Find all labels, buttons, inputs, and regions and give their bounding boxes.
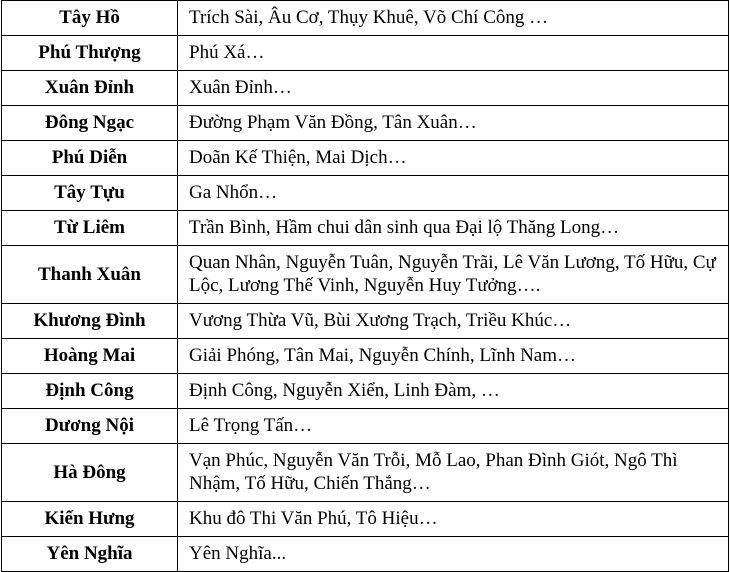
ward-cell: Thanh Xuân (2, 246, 178, 304)
ward-cell: Tây Tựu (2, 176, 178, 211)
table-row (2, 502, 729, 537)
streets-cell: Yên Nghĩa... (178, 537, 729, 572)
table-row (2, 36, 729, 71)
table-row (2, 304, 729, 339)
streets-cell: Quan Nhân, Nguyễn Tuân, Nguyễn Trãi, Lê Văn Lương, Tố Hữu, Cự Lộc, Lương Thế Vinh, Nguyễn Huy Tưởng…. (178, 246, 729, 304)
ward-cell: Phú Diễn (2, 141, 178, 176)
ward-cell: Hoàng Mai (2, 339, 178, 374)
table-row (2, 374, 729, 409)
table-row (2, 537, 729, 572)
ward-cell: Từ Liêm (2, 211, 178, 246)
table-row (2, 211, 729, 246)
streets-cell: Khu đô Thi Văn Phú, Tô Hiệu… (178, 502, 729, 537)
ward-cell: Tây Hồ (2, 1, 178, 36)
streets-cell: Giải Phóng, Tân Mai, Nguyễn Chính, Lĩnh Nam… (178, 339, 729, 374)
streets-cell: Xuân Đỉnh… (178, 71, 729, 106)
streets-cell: Định Công, Nguyễn Xiển, Linh Đàm, … (178, 374, 729, 409)
table-row (2, 106, 729, 141)
ward-cell: Phú Thượng (2, 36, 178, 71)
table-row (2, 176, 729, 211)
streets-cell: Vạn Phúc, Nguyễn Văn Trỗi, Mỗ Lao, Phan Đình Giót, Ngô Thì Nhậm, Tố Hữu, Chiến Thắng… (178, 444, 729, 502)
ward-cell: Dương Nội (2, 409, 178, 444)
streets-cell: Vương Thừa Vũ, Bùi Xương Trạch, Triều Khúc… (178, 304, 729, 339)
table-row (2, 409, 729, 444)
ward-cell: Hà Đông (2, 444, 178, 502)
ward-cell: Yên Nghĩa (2, 537, 178, 572)
table-row (2, 141, 729, 176)
table-row (2, 246, 729, 304)
table-row (2, 71, 729, 106)
table-row (2, 339, 729, 374)
streets-cell: Lê Trọng Tấn… (178, 409, 729, 444)
streets-cell: Phú Xá… (178, 36, 729, 71)
streets-cell: Doãn Kế Thiện, Mai Dịch… (178, 141, 729, 176)
table-row (2, 1, 729, 36)
ward-cell: Khương Đình (2, 304, 178, 339)
streets-cell: Đường Phạm Văn Đồng, Tân Xuân… (178, 106, 729, 141)
streets-cell: Trích Sài, Âu Cơ, Thụy Khuê, Võ Chí Công … (178, 1, 729, 36)
streets-cell: Ga Nhổn… (178, 176, 729, 211)
ward-cell: Kiến Hưng (2, 502, 178, 537)
ward-cell: Xuân Đỉnh (2, 71, 178, 106)
table-body (2, 1, 729, 572)
table-row (2, 444, 729, 502)
ward-cell: Định Công (2, 374, 178, 409)
ward-cell: Đông Ngạc (2, 106, 178, 141)
ward-streets-table (1, 0, 729, 572)
streets-cell: Trần Bình, Hầm chui dân sinh qua Đại lộ Thăng Long… (178, 211, 729, 246)
